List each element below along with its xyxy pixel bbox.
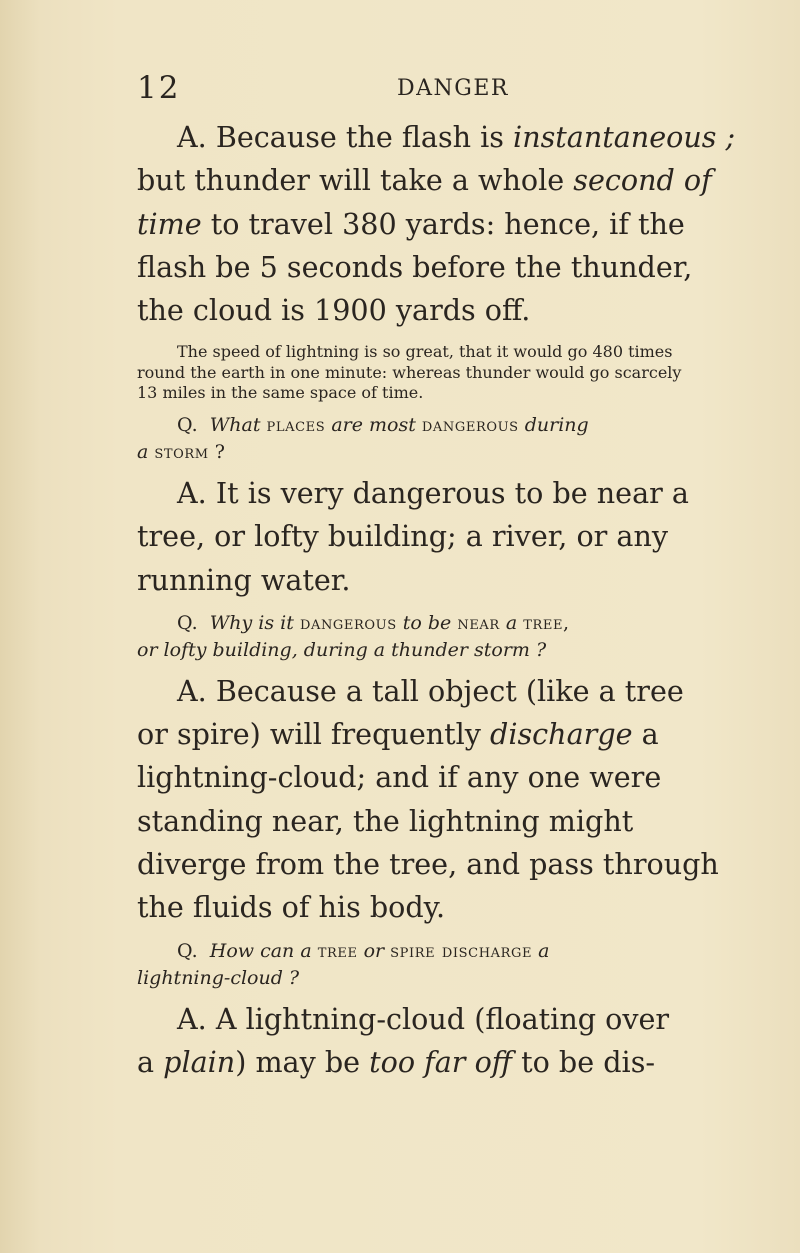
page-header <box>137 70 737 110</box>
text-line: A. Because a tall object (like a tree <box>177 673 684 708</box>
text-line: running water. <box>137 562 351 597</box>
text-line: Q. What places are most dangerous during <box>177 413 589 436</box>
footnote-paragraph <box>137 342 763 404</box>
text-line: standing near, the lightning might <box>137 803 634 838</box>
answer-paragraph-4 <box>137 998 763 1085</box>
question-paragraph-4 <box>137 938 763 992</box>
text-line: A. A lightning-cloud (floating over <box>177 1001 670 1036</box>
running-head: DANGER <box>397 76 509 101</box>
text-line: tree, or lofty building; a river, or any <box>137 519 669 554</box>
question-paragraph-3 <box>137 610 763 664</box>
page-text <box>137 116 763 1084</box>
text-line: lightning-cloud ? <box>137 966 300 989</box>
text-line: flash be 5 seconds before the thunder, <box>137 249 693 284</box>
text-line: but thunder will take a whole second of <box>137 163 712 198</box>
text-line: or lofty building, during a thunder storm ? <box>137 638 547 661</box>
text-line: Q. How can a tree or spire discharge a <box>177 939 550 962</box>
text-line: lightning-cloud; and if any one were <box>137 760 662 795</box>
text-line: the cloud is 1900 yards off. <box>137 293 531 328</box>
text-line: The speed of lightning is so great, that it would go 480 times <box>177 342 673 362</box>
text-line: Q. Why is it dangerous to be near a tree, <box>177 611 570 634</box>
answer-paragraph-2 <box>137 472 763 602</box>
text-line: a plain) may be too far off to be dis- <box>137 1044 656 1079</box>
text-line: the fluids of his body. <box>137 890 446 925</box>
text-line: time to travel 380 yards: hence, if the <box>137 206 685 241</box>
text-line: A. It is very dangerous to be near a <box>177 475 689 510</box>
text-line: a storm ? <box>137 440 225 463</box>
text-line: 13 miles in the same space of time. <box>137 383 424 403</box>
page-number: 12 <box>137 70 181 106</box>
answer-paragraph-3 <box>137 670 763 930</box>
text-line: or spire) will frequently discharge a <box>137 717 659 752</box>
text-line: diverge from the tree, and pass through <box>137 847 719 882</box>
text-line: round the earth in one minute: whereas thunder would go scarcely <box>137 362 682 382</box>
answer-paragraph-1 <box>137 116 763 332</box>
question-paragraph-2 <box>137 412 763 466</box>
text-line: A. Because the flash is instantaneous ; <box>177 120 736 154</box>
